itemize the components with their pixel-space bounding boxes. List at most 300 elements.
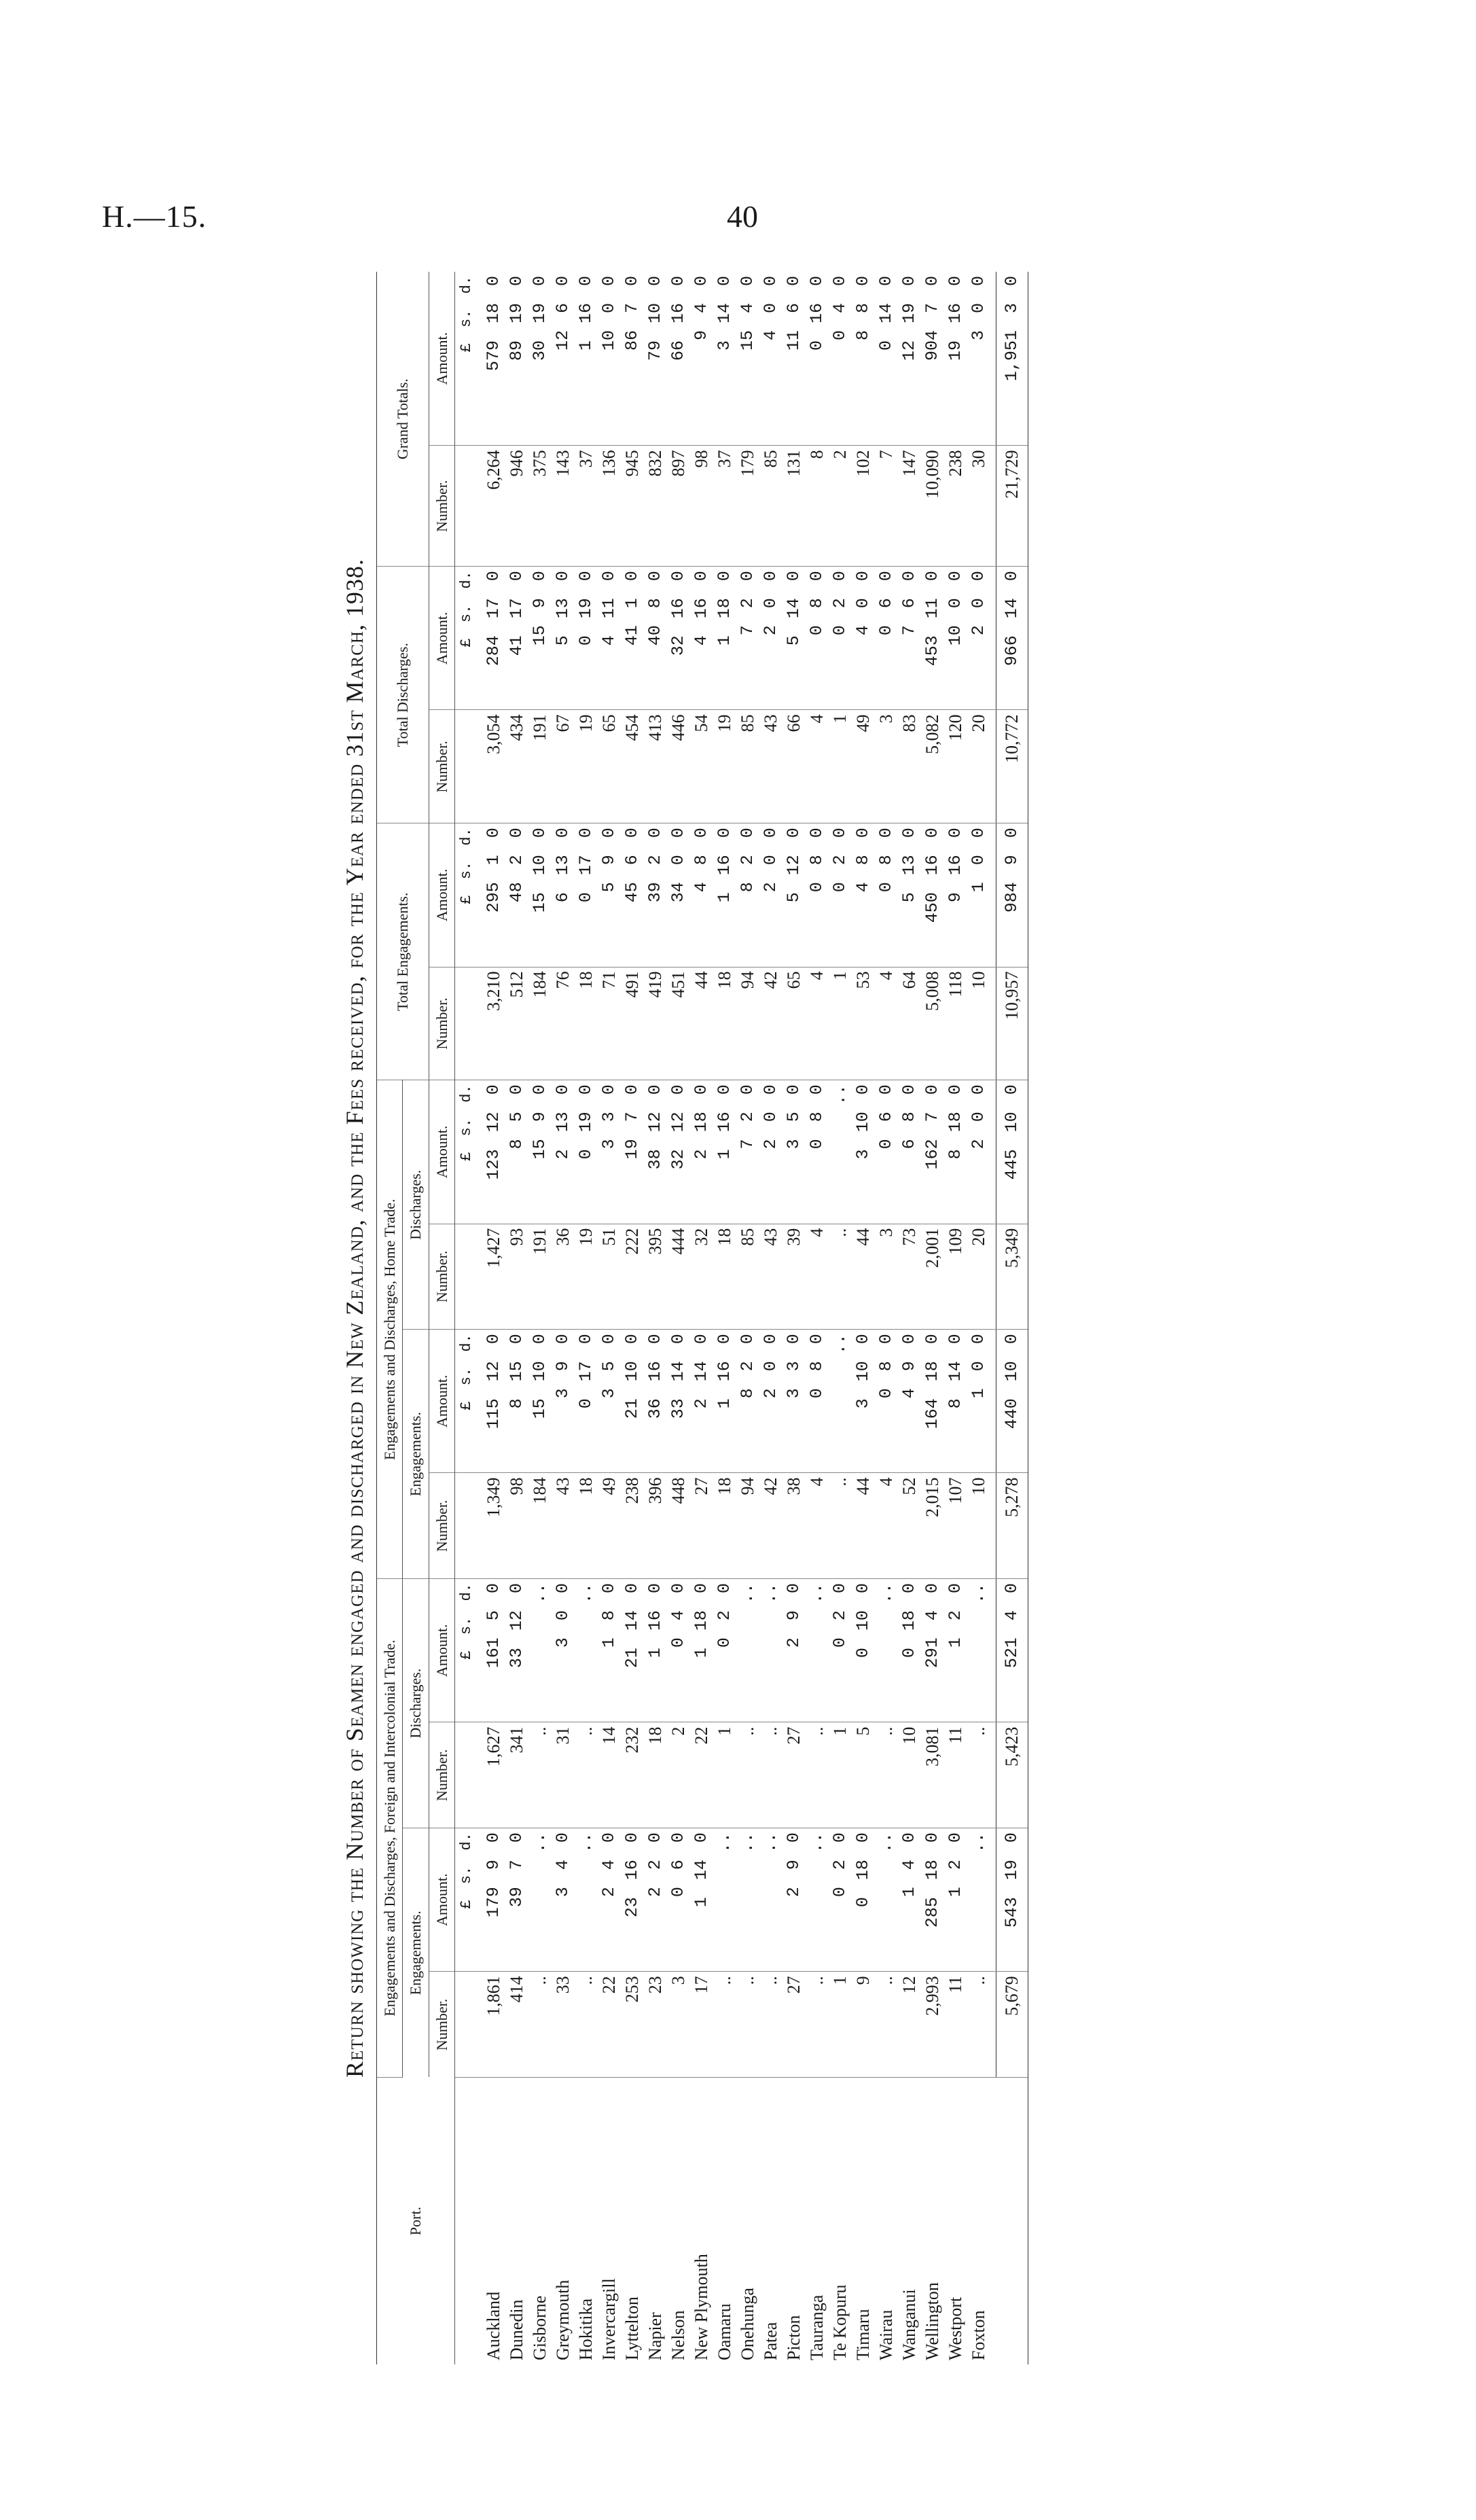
cell-number: 143 xyxy=(552,446,575,567)
cell-amount: 1 8 0 xyxy=(598,1579,621,1722)
cell-number: 83 xyxy=(898,710,921,823)
cell-amount: 115 12 0 xyxy=(478,1330,505,1473)
cell-number: 33 xyxy=(552,1972,575,2078)
col-amount: Amount. xyxy=(429,1828,454,1972)
port-name: Patea xyxy=(760,2322,780,2360)
cell-amount: 41 1 0 xyxy=(621,567,644,710)
cell-number: 18 xyxy=(713,1473,736,1579)
col-grand-totals: Grand Totals. xyxy=(377,272,429,567)
cell-amount: 89 19 0 xyxy=(505,272,528,446)
table-row xyxy=(806,272,829,2364)
cell-number: 54 xyxy=(690,710,713,823)
cell-number: 9 xyxy=(852,1972,875,2078)
cell-amount: 9 4 0 xyxy=(690,272,713,446)
cell-number: 395 xyxy=(644,1224,667,1330)
col-number: Number. xyxy=(429,1473,454,1579)
cell-number: 38 xyxy=(782,1473,806,1579)
cell-amount: 9 16 0 xyxy=(944,823,967,967)
header-row-fields xyxy=(429,272,454,2364)
cell-number: 98 xyxy=(690,446,713,567)
cell-amount: .. xyxy=(967,1579,996,1722)
cell-amount: 2 0 0 xyxy=(759,1330,782,1473)
cell-number: 12 xyxy=(898,1972,921,2078)
table-row xyxy=(690,272,713,2364)
cell-amount: .. xyxy=(806,1579,829,1722)
seamen-return-table xyxy=(376,272,1028,2364)
cell-number: 136 xyxy=(598,446,621,567)
table-row xyxy=(644,272,667,2364)
cell-number: .. xyxy=(806,1972,829,2078)
cell-amount: 38 12 0 xyxy=(644,1080,667,1224)
col-home-engagements: Engagements. xyxy=(403,1330,429,1579)
cell-number: 94 xyxy=(736,967,759,1080)
cell-amount: 521 4 0 xyxy=(996,1579,1028,1722)
cell-amount: 0 8 0 xyxy=(875,823,898,967)
cell-number: 832 xyxy=(644,446,667,567)
cell-amount: 7 2 0 xyxy=(736,567,759,710)
port-name: Invercargill xyxy=(598,2278,619,2360)
cell-number: 897 xyxy=(667,446,690,567)
cell-amount: .. xyxy=(713,1828,736,1972)
cell-amount: 15 10 0 xyxy=(528,1330,552,1473)
port-name: Onehunga xyxy=(737,2288,757,2360)
cell-amount: 3 3 0 xyxy=(782,1330,806,1473)
cell-amount: 984 9 0 xyxy=(996,823,1028,967)
port-name: Timaru xyxy=(852,2309,873,2360)
cell-amount: 19 16 0 xyxy=(944,272,967,446)
cell-number: 18 xyxy=(713,1224,736,1330)
cell-amount: 162 7 0 xyxy=(921,1080,944,1224)
cell-number: 184 xyxy=(528,967,552,1080)
cell-number: 42 xyxy=(759,1473,782,1579)
cell-amount: 2 4 0 xyxy=(598,1828,621,1972)
col-number: Number. xyxy=(429,1972,454,2078)
port-name: Dunedin xyxy=(506,2299,526,2360)
cell-number: 1,427 xyxy=(478,1224,505,1330)
cell-amount: 450 16 0 xyxy=(921,823,944,967)
cell-amount: 1 18 0 xyxy=(713,567,736,710)
table-title xyxy=(333,272,376,2364)
cell-number: 107 xyxy=(944,1473,967,1579)
cell-amount: 3 3 0 xyxy=(598,1080,621,1224)
cell-amount: 15 9 0 xyxy=(528,1080,552,1224)
unit-label: £ s. d. xyxy=(454,823,478,967)
cell-number: 238 xyxy=(944,446,967,567)
cell-number: 18 xyxy=(713,967,736,1080)
cell-number: 179 xyxy=(736,446,759,567)
cell-number: 4 xyxy=(806,967,829,1080)
cell-number: 118 xyxy=(944,967,967,1080)
cell-amount: 4 9 0 xyxy=(898,1330,921,1473)
cell-number: 52 xyxy=(898,1473,921,1579)
cell-amount: .. xyxy=(967,1828,996,1972)
table-row xyxy=(898,272,921,2364)
cell-amount: 4 11 0 xyxy=(598,567,621,710)
cell-amount: 4 0 0 xyxy=(759,272,782,446)
table-row xyxy=(759,272,782,2364)
cell-number: 27 xyxy=(690,1473,713,1579)
cell-number: 4 xyxy=(806,710,829,823)
cell-number: 3,210 xyxy=(478,967,505,1080)
cell-amount: .. xyxy=(875,1579,898,1722)
cell-amount: 4 8 0 xyxy=(690,823,713,967)
cell-amount: 11 6 0 xyxy=(782,272,806,446)
cell-amount: 36 16 0 xyxy=(644,1330,667,1473)
cell-number: 191 xyxy=(528,710,552,823)
cell-amount: 0 18 0 xyxy=(898,1579,921,1722)
col-foreign-discharges: Discharges. xyxy=(403,1579,429,1828)
cell-number: 4 xyxy=(806,1473,829,1579)
cell-number: 512 xyxy=(505,967,528,1080)
cell-amount: 0 18 0 xyxy=(852,1828,875,1972)
cell-amount: 0 2 0 xyxy=(829,1828,852,1972)
cell-amount: 579 18 0 xyxy=(478,272,505,446)
table-row xyxy=(667,272,690,2364)
table-row xyxy=(621,272,644,2364)
cell-amount: 0 14 0 xyxy=(875,272,898,446)
cell-number: 147 xyxy=(898,446,921,567)
document-reference: H.—15. xyxy=(102,199,207,234)
cell-number: 42 xyxy=(759,967,782,1080)
cell-amount: 0 10 0 xyxy=(852,1579,875,1722)
table-row xyxy=(575,272,598,2364)
port-name: Foxton xyxy=(969,2310,989,2360)
cell-amount: 40 8 0 xyxy=(644,567,667,710)
cell-amount: 164 18 0 xyxy=(921,1330,944,1473)
cell-number: 10,772 xyxy=(996,710,1028,823)
cell-number: 23 xyxy=(644,1972,667,2078)
table-body xyxy=(454,272,1028,2364)
unit-label: £ s. d. xyxy=(454,272,478,446)
cell-number: 5,008 xyxy=(921,967,944,1080)
cell-number: 36 xyxy=(552,1224,575,1330)
cell-number: 22 xyxy=(690,1722,713,1828)
cell-amount: 284 17 0 xyxy=(478,567,505,710)
cell-amount: 4 0 0 xyxy=(852,567,875,710)
table-row xyxy=(552,272,575,2364)
cell-amount: 291 4 0 xyxy=(921,1579,944,1722)
cell-number: 222 xyxy=(621,1224,644,1330)
cell-number: 20 xyxy=(967,710,996,823)
cell-number: 65 xyxy=(598,710,621,823)
table-row xyxy=(782,272,806,2364)
cell-amount: 123 12 0 xyxy=(478,1080,505,1224)
cell-amount: 5 14 0 xyxy=(782,567,806,710)
unit-label: £ s. d. xyxy=(454,1579,478,1722)
cell-amount: .. xyxy=(806,1828,829,1972)
cell-amount: 7 6 0 xyxy=(898,567,921,710)
cell-number: 446 xyxy=(667,710,690,823)
cell-amount: .. xyxy=(759,1579,782,1722)
cell-number: 946 xyxy=(505,446,528,567)
cell-amount: 4 8 0 xyxy=(852,823,875,967)
table-row xyxy=(528,272,552,2364)
cell-number: 191 xyxy=(528,1224,552,1330)
table-row xyxy=(478,272,505,2364)
col-port: Port. xyxy=(377,2078,455,2365)
cell-number: 2,001 xyxy=(921,1224,944,1330)
cell-number: 27 xyxy=(782,1972,806,2078)
table-row xyxy=(967,272,996,2364)
cell-number: 65 xyxy=(782,967,806,1080)
cell-amount: 543 19 0 xyxy=(996,1828,1028,1972)
cell-amount: 295 1 0 xyxy=(478,823,505,967)
cell-amount: 1 0 0 xyxy=(967,823,996,967)
cell-number: 19 xyxy=(575,710,598,823)
cell-amount: 1 2 0 xyxy=(944,1828,967,1972)
table-title-text: Return showing the Number of Seamen engaged and discharged in New Zealand, and the Fees received, for the Year ended 31st March, 1938. xyxy=(341,558,368,2078)
cell-number: 64 xyxy=(898,967,921,1080)
cell-amount: .. xyxy=(528,1579,552,1722)
cell-number: 18 xyxy=(575,1473,598,1579)
cell-number: 3,054 xyxy=(478,710,505,823)
cell-amount: 21 14 0 xyxy=(621,1579,644,1722)
cell-amount: 7 2 0 xyxy=(736,1080,759,1224)
cell-amount: 0 2 0 xyxy=(829,567,852,710)
port-name: Auckland xyxy=(483,2291,503,2360)
col-foreign-engagements: Engagements. xyxy=(403,1828,429,2078)
cell-number: 1 xyxy=(829,967,852,1080)
cell-amount: 0 16 0 xyxy=(806,272,829,446)
col-amount: Amount. xyxy=(429,567,454,710)
cell-number: 21,729 xyxy=(996,446,1028,567)
cell-number: .. xyxy=(875,1972,898,2078)
cell-number: 945 xyxy=(621,446,644,567)
cell-amount: 5 13 0 xyxy=(552,567,575,710)
cell-number: 49 xyxy=(598,1473,621,1579)
cell-number: 51 xyxy=(598,1224,621,1330)
cell-number: 66 xyxy=(782,710,806,823)
cell-number: .. xyxy=(759,1722,782,1828)
cell-number: 18 xyxy=(644,1722,667,1828)
cell-amount: 8 14 0 xyxy=(944,1330,967,1473)
cell-amount: 39 7 0 xyxy=(505,1828,528,1972)
cell-number: 131 xyxy=(782,446,806,567)
cell-amount: 453 11 0 xyxy=(921,567,944,710)
cell-amount: 8 15 0 xyxy=(505,1330,528,1473)
cell-amount: .. xyxy=(575,1828,598,1972)
cell-amount: .. xyxy=(528,1828,552,1972)
cell-number: .. xyxy=(967,1972,996,2078)
port-name: Westport xyxy=(945,2296,965,2360)
port-name: Oamaru xyxy=(714,2303,734,2360)
cell-number: 396 xyxy=(644,1473,667,1579)
cell-amount: 1 4 0 xyxy=(898,1828,921,1972)
unit-label: £ s. d. xyxy=(454,1330,478,1473)
header-row-groups xyxy=(377,272,403,2364)
cell-number: .. xyxy=(829,1224,852,1330)
cell-amount: 32 12 0 xyxy=(667,1080,690,1224)
cell-amount: 0 6 0 xyxy=(667,1828,690,1972)
cell-number: 32 xyxy=(690,1224,713,1330)
cell-amount: .. xyxy=(759,1828,782,1972)
cell-number: 8 xyxy=(806,446,829,567)
cell-number: 14 xyxy=(598,1722,621,1828)
cell-number: 6,264 xyxy=(478,446,505,567)
cell-number: 2 xyxy=(667,1722,690,1828)
cell-amount: 1 18 0 xyxy=(690,1579,713,1722)
cell-amount: 3 9 0 xyxy=(552,1330,575,1473)
cell-amount: 15 9 0 xyxy=(528,567,552,710)
cell-number: 2,993 xyxy=(921,1972,944,2078)
port-name: Tauranga xyxy=(806,2294,827,2360)
cell-amount: 0 19 0 xyxy=(575,567,598,710)
cell-amount: 21 10 0 xyxy=(621,1330,644,1473)
totals-row xyxy=(996,272,1028,2364)
cell-amount: 1 14 0 xyxy=(690,1828,713,1972)
cell-amount: 0 8 0 xyxy=(806,567,829,710)
cell-amount: 8 18 0 xyxy=(944,1080,967,1224)
cell-amount: 2 0 0 xyxy=(967,1080,996,1224)
port-name: Napier xyxy=(645,2312,665,2360)
port-name: Te Kopuru xyxy=(829,2284,850,2360)
col-total-discharges: Total Discharges. xyxy=(377,567,429,823)
cell-number: 109 xyxy=(944,1224,967,1330)
cell-number: .. xyxy=(575,1972,598,2078)
col-amount: Amount. xyxy=(429,1080,454,1224)
cell-amount: 2 0 0 xyxy=(759,1080,782,1224)
cell-number: 434 xyxy=(505,710,528,823)
cell-number: 11 xyxy=(944,1972,967,2078)
cell-amount: 2 0 0 xyxy=(967,567,996,710)
cell-amount: 2 0 0 xyxy=(759,823,782,967)
cell-number: 3 xyxy=(875,1224,898,1330)
cell-amount: 48 2 0 xyxy=(505,823,528,967)
col-group-home: Engagements and Discharges, Home Trade. xyxy=(377,1080,403,1579)
cell-number: 73 xyxy=(898,1224,921,1330)
port-name: Wairau xyxy=(876,2309,896,2360)
cell-number: 1,627 xyxy=(478,1722,505,1828)
cell-amount: 86 7 0 xyxy=(621,272,644,446)
col-number: Number. xyxy=(429,446,454,567)
rotated-table-content xyxy=(333,272,1155,2364)
cell-amount: .. xyxy=(736,1828,759,1972)
cell-number: 98 xyxy=(505,1473,528,1579)
cell-number: 414 xyxy=(505,1972,528,2078)
cell-amount: 34 0 0 xyxy=(667,823,690,967)
cell-amount: 5 13 0 xyxy=(898,823,921,967)
cell-amount: 0 8 0 xyxy=(806,1330,829,1473)
cell-amount: 12 19 0 xyxy=(898,272,921,446)
cell-amount: 39 2 0 xyxy=(644,823,667,967)
cell-number: 20 xyxy=(967,1224,996,1330)
cell-amount: 10 0 0 xyxy=(598,272,621,446)
cell-amount: 3 0 0 xyxy=(967,272,996,446)
cell-number: 10 xyxy=(967,1473,996,1579)
cell-number: 17 xyxy=(690,1972,713,2078)
cell-amount: 0 2 0 xyxy=(829,823,852,967)
port-name: New Plymouth xyxy=(691,2254,711,2360)
cell-number: 5,349 xyxy=(996,1224,1028,1330)
cell-number: 1,861 xyxy=(478,1972,505,2078)
col-number: Number. xyxy=(429,1722,454,1828)
cell-amount: 0 8 0 xyxy=(806,1080,829,1224)
cell-number: 419 xyxy=(644,967,667,1080)
unit-label: £ s. d. xyxy=(454,1080,478,1224)
cell-amount: 2 13 0 xyxy=(552,1080,575,1224)
cell-amount: 8 8 0 xyxy=(852,272,875,446)
port-name: Wanganui xyxy=(899,2289,919,2360)
cell-number: 1 xyxy=(829,710,852,823)
cell-amount: 66 16 0 xyxy=(667,272,690,446)
col-number: Number. xyxy=(429,1224,454,1330)
port-name: Nelson xyxy=(668,2310,688,2360)
cell-number: 37 xyxy=(713,446,736,567)
cell-number: 5,278 xyxy=(996,1473,1028,1579)
cell-number: 120 xyxy=(944,710,967,823)
cell-number: 444 xyxy=(667,1224,690,1330)
table-row xyxy=(598,272,621,2364)
cell-number: 94 xyxy=(736,1473,759,1579)
cell-number: .. xyxy=(713,1972,736,2078)
cell-amount: 1 16 0 xyxy=(713,1330,736,1473)
cell-amount: 1 16 0 xyxy=(713,1080,736,1224)
cell-number: 3,081 xyxy=(921,1722,944,1828)
cell-number: 85 xyxy=(759,446,782,567)
cell-amount: 3 0 0 xyxy=(552,1579,575,1722)
cell-number: 44 xyxy=(690,967,713,1080)
table-row xyxy=(921,272,944,2364)
cell-amount: 5 9 0 xyxy=(598,823,621,967)
cell-amount: 32 16 0 xyxy=(667,567,690,710)
cell-amount: 1,951 3 0 xyxy=(996,272,1028,446)
cell-number: 7 xyxy=(875,446,898,567)
cell-amount: 3 10 0 xyxy=(852,1330,875,1473)
col-group-foreign: Engagements and Discharges, Foreign and Intercolonial Trade. xyxy=(377,1579,403,2078)
cell-number: 10,090 xyxy=(921,446,944,567)
cell-amount: 5 12 0 xyxy=(782,823,806,967)
cell-amount: 2 2 0 xyxy=(644,1828,667,1972)
col-amount: Amount. xyxy=(429,272,454,446)
cell-number: 71 xyxy=(598,967,621,1080)
unit-label: £ s. d. xyxy=(454,567,478,710)
cell-number: 102 xyxy=(852,446,875,567)
cell-number: 375 xyxy=(528,446,552,567)
cell-number: .. xyxy=(736,1972,759,2078)
cell-amount: 1 0 0 xyxy=(967,1330,996,1473)
cell-number: .. xyxy=(528,1972,552,2078)
table-row xyxy=(736,272,759,2364)
cell-number: 238 xyxy=(621,1473,644,1579)
cell-amount: 6 8 0 xyxy=(898,1080,921,1224)
port-name: Lyttelton xyxy=(622,2296,642,2360)
cell-number: 49 xyxy=(852,710,875,823)
unit-label: £ s. d. xyxy=(454,1828,478,1972)
table-row xyxy=(505,272,528,2364)
cell-amount: .. xyxy=(575,1579,598,1722)
port-name: Hokitika xyxy=(575,2299,596,2360)
cell-number: 3 xyxy=(875,710,898,823)
col-total-engagements: Total Engagements. xyxy=(377,823,429,1080)
cell-number: 93 xyxy=(505,1224,528,1330)
table-row xyxy=(875,272,898,2364)
cell-number: 67 xyxy=(552,710,575,823)
cell-number: 341 xyxy=(505,1722,528,1828)
cell-number: 5,423 xyxy=(996,1722,1028,1828)
rotated-table-region xyxy=(333,272,1155,2364)
cell-amount: 4 16 0 xyxy=(690,567,713,710)
cell-number: .. xyxy=(759,1972,782,2078)
cell-amount: 161 5 0 xyxy=(478,1579,505,1722)
cell-number: 1 xyxy=(829,1972,852,2078)
cell-number: 1,349 xyxy=(478,1473,505,1579)
cell-amount: 3 10 0 xyxy=(852,1080,875,1224)
cell-amount: 904 7 0 xyxy=(921,272,944,446)
cell-number: 5 xyxy=(852,1722,875,1828)
cell-number: .. xyxy=(736,1722,759,1828)
cell-number: 43 xyxy=(759,710,782,823)
cell-number: 491 xyxy=(621,967,644,1080)
